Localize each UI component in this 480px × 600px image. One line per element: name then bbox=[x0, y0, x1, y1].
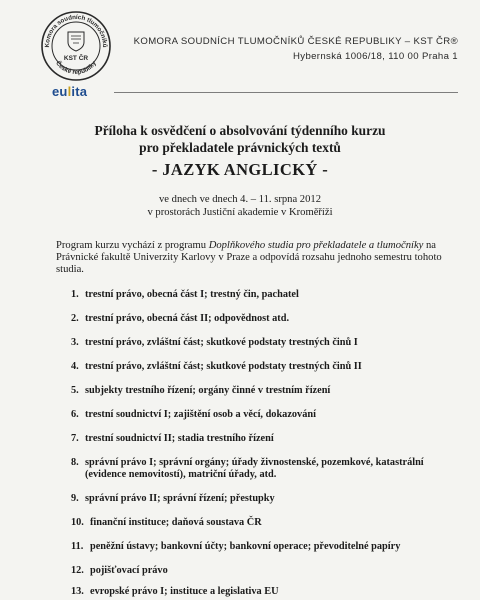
eulita-logo: eulita bbox=[52, 84, 88, 99]
language-heading: - JAZYK ANGLICKÝ - bbox=[151, 160, 329, 179]
svg-text:České republiky bbox=[54, 60, 98, 76]
seal-bottom-text: České republiky bbox=[54, 59, 98, 77]
chamber-seal-icon bbox=[40, 10, 112, 82]
organization-address: Hybernská 1006/18, 110 00 Praha 1 bbox=[293, 51, 458, 62]
document-page: Komora soudních tlumočníků České republiky KST ČR eulita KOMORA SOUDNÍCH TLUMOČNÍKŮ ČESKÉ REPUBLIKY – KST ČR® Hybernská 1006/18, 110 00 Praha 1 Příloha k osvědčení o absolvování týdenního kurzu pro překladatele právnických textů - JAZYK ANGLICKÝ - ve dnech ve dnech 4. – 11. srpna 2012 v prostorách Justiční akademie v Kroměříži Program kurzu vychází z programu Doplňkového studia pro překladatele a tlumočníky na Právnické fakultě Univerzity Karlovy v Praze a odpovídá rozsahu jednoho semestru tohoto studia. 1. trestní právo, obecná část I; trestný čin, pachatel 2. trestní právo, obecná část II; odpovědnost atd. 3. trestní právo, zvláštní část; skutkové podstaty trestných činů I 4. trestní právo, zvláštní část; skutkové podstaty trestných činů II 5. subjekty trestního řízení; orgány činné v trestním řízení 6. trestní soudnictví I; zajištění osob a věcí, dokazování 7. trestní soudnictví II; stadia trestního řízení 8. správní právo I; správní orgány; úřady živnostenské, pozemkové, katastrální (evidence nemovitostí), matriční úřady, atd. 9. správní právo II; správní řízení; přestupky 10. finanční instituce; daňová soustava ČR 11. peněžní ústavy; bankovní účty; bankovní operace; převoditelné papíry 12. pojišťovací právo 13. evropské právo I; instituce a legislativa EU bbox=[0, 0, 480, 600]
intro-line-1: Program kurzu vychází z programu Doplňkového studia pro překladatele a tlumočníky na bbox=[56, 240, 437, 251]
intro-paragraph bbox=[56, 240, 456, 276]
course-venue: v prostorách Justiční akademie v Kroměříži bbox=[147, 207, 333, 218]
intro-line-3: studia. bbox=[56, 264, 84, 275]
document-title-line-1: Příloha k osvědčení o absolvování týdenního kurzu bbox=[94, 123, 386, 138]
document-title-line-2: pro překladatele právnických textů bbox=[139, 140, 341, 155]
header-divider bbox=[114, 92, 458, 93]
seal-top-text: Komora soudních tlumočníků bbox=[43, 13, 109, 48]
intro-line-2: Právnické fakultě Univerzity Karlovy v Praze a odpovídá rozsahu jednoho semestru tohoto bbox=[56, 252, 442, 263]
organization-name: KOMORA SOUDNÍCH TLUMOČNÍKŮ ČESKÉ REPUBLIKY – KST ČR® bbox=[133, 36, 458, 47]
seal-center-text: KST ČR bbox=[63, 55, 89, 62]
course-dates: ve dnech ve dnech 4. – 11. srpna 2012 bbox=[159, 194, 321, 205]
